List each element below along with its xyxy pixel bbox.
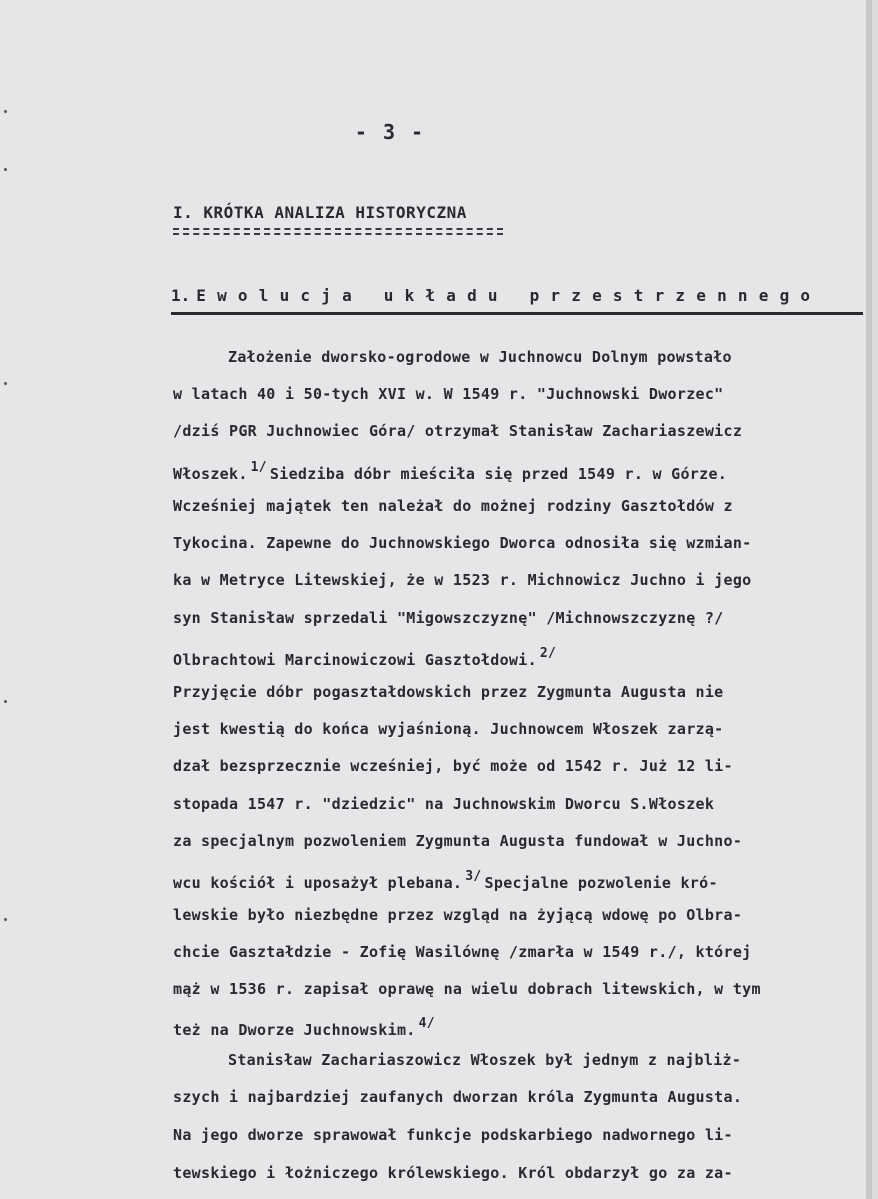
margin-mark xyxy=(4,110,7,113)
line-text: lewskie było niezbędne przez wzgląd na żyjącą wdowę po Olbra- xyxy=(173,906,743,924)
footnote-ref: 3/ xyxy=(465,869,482,884)
line-text: ka w Metryce Litewskiej, że w 1523 r. Michnowicz Juchno i jego xyxy=(173,571,752,589)
text-line xyxy=(173,757,733,775)
text-line xyxy=(173,832,742,850)
margin-mark xyxy=(4,382,7,385)
text-line xyxy=(173,683,724,701)
text-line xyxy=(173,980,761,998)
line-text: Włoszek. xyxy=(173,465,248,483)
line-text: /dziś PGR Juchnowiec Góra/ otrzymał Stanisław Zachariaszewicz xyxy=(173,422,743,440)
page-number: - 3 - xyxy=(354,120,426,144)
text-line xyxy=(173,720,724,738)
line-text: jest kwestią do końca wyjaśnioną. Juchnowcem Włoszek zarzą- xyxy=(173,720,724,738)
text-line xyxy=(173,795,714,813)
text-line xyxy=(173,1126,733,1144)
line-text: Wcześniej majątek ten należał do możnej rodziny Gasztołdów z xyxy=(173,497,733,515)
footnote-ref: 4/ xyxy=(418,1016,435,1031)
line-text: tewskiego i łożniczego królewskiego. Król obdarzył go za za- xyxy=(173,1164,733,1182)
subsection-heading xyxy=(171,286,863,305)
line-text: Stanisław Zachariaszowicz Włoszek był jednym z najbliż- xyxy=(228,1051,742,1069)
line-text: mąż w 1536 r. zapisał oprawę na wielu dobrach litewskich, w tym xyxy=(173,980,761,998)
margin-mark xyxy=(4,700,7,703)
text-line xyxy=(173,422,742,440)
line-text: też na Dworze Juchnowskim. xyxy=(173,1021,416,1039)
line-text: Tykocina. Zapewne do Juchnowskiego Dworca odnosiła się wzmian- xyxy=(173,534,752,552)
text-line xyxy=(173,869,718,892)
subsection-number: 1. xyxy=(171,286,191,305)
line-text: Na jego dworze sprawował funkcje podskarbiego nadwornego li- xyxy=(173,1126,733,1144)
text-line xyxy=(173,1088,742,1106)
text-line xyxy=(173,497,733,515)
line-text: w latach 40 i 50-tych XVI w. W 1549 r. "Juchnowski Dworzec" xyxy=(173,385,724,403)
text-line xyxy=(173,906,742,924)
text-line xyxy=(173,943,752,961)
margin-mark xyxy=(4,918,7,921)
line-text: szych i najbardziej zaufanych dworzan króla Zygmunta Augusta. xyxy=(173,1088,743,1106)
line-text: Siedziba dóbr mieściła się przed 1549 r. w Górze. xyxy=(269,465,728,483)
footnote-ref: 2/ xyxy=(539,646,557,661)
footnote-ref: 1/ xyxy=(250,460,267,475)
line-text: dzał bezsprzecznie wcześniej, być może od 1542 r. Już 12 li- xyxy=(173,757,733,775)
text-line xyxy=(173,534,752,552)
line-text: Olbrachtowi Marcinowiczowi Gasztołdowi. xyxy=(173,651,537,669)
text-line xyxy=(173,609,724,627)
text-line xyxy=(228,348,732,366)
line-text: Specjalne pozwolenie kró- xyxy=(484,874,718,892)
margin-mark xyxy=(4,168,7,171)
subsection-underline xyxy=(171,312,863,315)
line-text: za specjalnym pozwoleniem Zygmunta Augusta fundował w Juchno- xyxy=(173,832,743,850)
line-text: Założenie dworsko-ogrodowe w Juchnowcu Dolnym powstało xyxy=(228,348,732,366)
text-line xyxy=(173,1016,438,1039)
text-line xyxy=(173,646,559,669)
heading-underline xyxy=(173,228,503,235)
line-text: wcu kościół i uposażył plebana. xyxy=(173,874,463,892)
text-line xyxy=(228,1051,741,1069)
line-text: chcie Gaształdzie - Zofię Wasilównę /zmarła w 1549 r./, której xyxy=(173,943,752,961)
line-text: stopada 1547 r. "dziedzic" na Juchnowskim Dworcu S.Włoszek xyxy=(173,795,715,813)
section-heading: I. KRÓTKA ANALIZA HISTORYCZNA xyxy=(173,203,467,222)
text-line xyxy=(173,385,724,403)
text-line xyxy=(173,460,727,483)
line-text: Przyjęcie dóbr pogaształdowskich przez Zygmunta Augusta nie xyxy=(173,683,724,701)
subsection-title: Ewolucja układu przestrzennego xyxy=(196,286,822,305)
text-line xyxy=(173,1164,733,1182)
text-line xyxy=(173,571,752,589)
line-text: syn Stanisław sprzedali "Migowszczyznę" /Michnowszczyznę ?/ xyxy=(173,609,724,627)
